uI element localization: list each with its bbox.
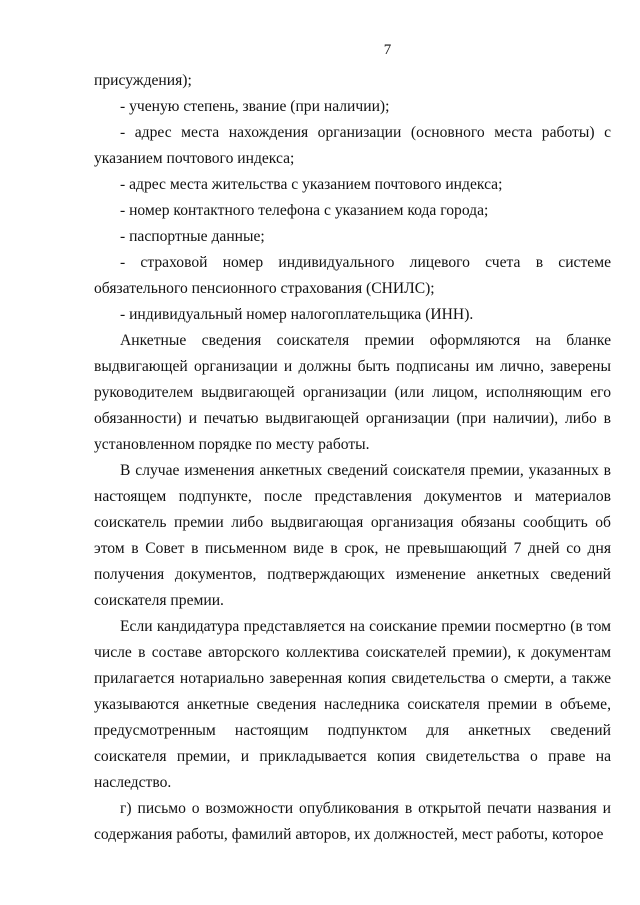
list-item: - адрес места жительства с указанием почтового индекса; bbox=[120, 176, 503, 193]
list-item: - адрес места нахождения организации (основного места работы) с указанием почтового индекса; bbox=[94, 124, 611, 167]
paragraph: Если кандидатура представляется на соискание премии посмертно (в том числе в составе авторского коллектива соискателей премии), к документам прилагается нотариально заверенная копия свидетельства о смерти, а также указываются анкетные сведения наследника соискателя премии в объеме, предусмотренным настоящим подпунктом для анкетных сведений соискателя премии, и прикладывается копия свидетельства о праве на наследство. bbox=[94, 618, 611, 791]
list-item: - индивидуальный номер налогоплательщика (ИНН). bbox=[120, 306, 474, 323]
list-item: - ученую степень, звание (при наличии); bbox=[120, 98, 390, 115]
paragraph: присуждения); bbox=[94, 72, 192, 89]
list-item: - страховой номер индивидуального лицевого счета в системе обязательного пенсионного страхования (СНИЛС); bbox=[94, 254, 611, 297]
paragraph: г) письмо о возможности опубликования в открытой печати названия и содержания работы, фамилий авторов, их должностей, мест работы, которое bbox=[94, 800, 611, 843]
list-item: - паспортные данные; bbox=[120, 228, 265, 245]
list-item: - номер контактного телефона с указанием кода города; bbox=[120, 202, 489, 219]
paragraph: В случае изменения анкетных сведений соискателя премии, указанных в настоящем подпункте, после представления документов и материалов соискатель премии либо выдвигающая организация обязаны сообщить об этом в Совет в письменном виде в срок, не превышающий 7 дней со дня получения документов, подтверждающих изменение анкетных сведений соискателя премии. bbox=[94, 462, 611, 609]
page-number: 7 bbox=[383, 42, 392, 58]
paragraph: Анкетные сведения соискателя премии оформляются на бланке выдвигающей организации и должны быть подписаны им лично, заверены руководителем выдвигающей организации (или лицом, исполняющим его обязанности) и печатью выдвигающей организации (при наличии), либо в установленном порядке по месту работы. bbox=[94, 332, 611, 453]
body-text bbox=[94, 68, 611, 848]
